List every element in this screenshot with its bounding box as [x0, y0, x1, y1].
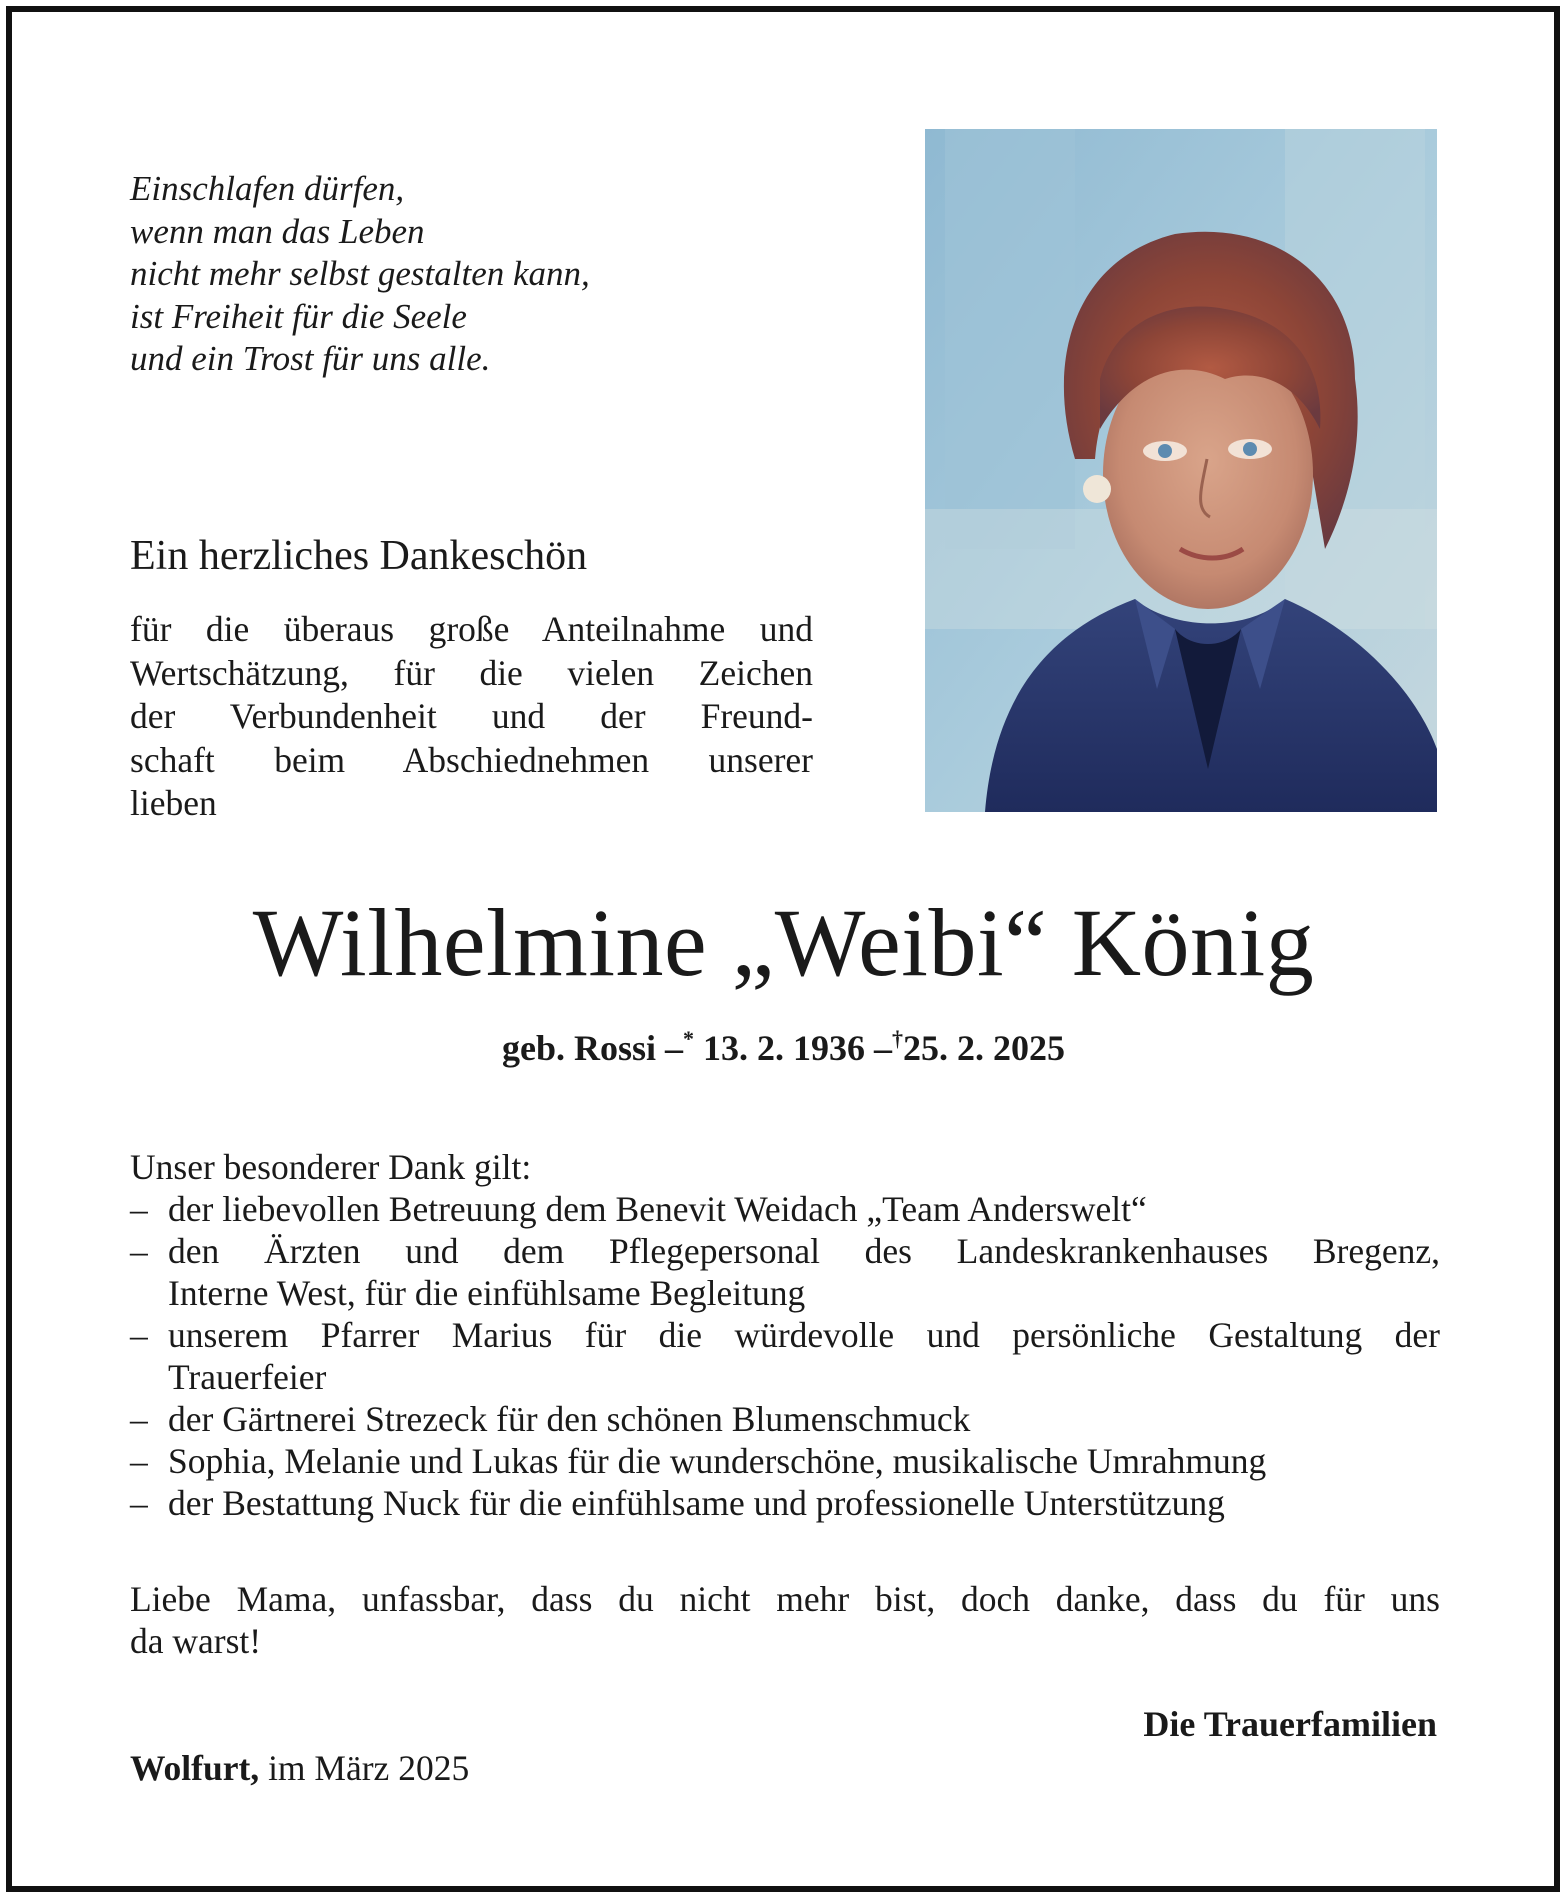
dash: –	[130, 1483, 148, 1523]
list-item-line: der liebevollen Betreuung dem Benevit Weidach „Team Anderswelt“	[168, 1189, 1147, 1229]
signature: Die Trauerfamilien	[1143, 1704, 1437, 1744]
list-item	[130, 1440, 1440, 1482]
poem-line: wenn man das Leben	[130, 211, 425, 251]
thanks-line: für die überaus große Anteilnahme und	[130, 609, 813, 649]
born-name: geb. Rossi	[501, 1028, 657, 1068]
closing-line: da warst!	[130, 1621, 262, 1661]
list-item-line: unserem Pfarrer Marius für die würdevolle und persönliche Gestaltung der	[168, 1315, 1440, 1355]
thanks-line: schaft beim Abschiednehmen unserer	[130, 739, 813, 780]
list-item	[130, 1398, 1440, 1440]
dash: –	[130, 1315, 148, 1355]
place-date: im März 2025	[268, 1748, 470, 1788]
list-item-line: den Ärzten und dem Pflegepersonal des Landeskrankenhauses Bregenz,	[168, 1231, 1440, 1271]
place-town: Wolfurt,	[130, 1748, 260, 1788]
portrait-photo	[925, 129, 1437, 812]
list-item-line: der Gärtnerei Strezeck für den schönen Blumenschmuck	[168, 1399, 971, 1439]
separator: –	[874, 1028, 893, 1068]
deceased-name: Wilhelmine „Weibi“ König	[252, 889, 1315, 996]
closing-line: Liebe Mama, unfassbar, dass du nicht mehr bist, doch danke, dass du für uns	[130, 1579, 1440, 1619]
death-symbol: †	[892, 1026, 904, 1051]
poem-line: Einschlafen dürfen,	[130, 169, 405, 208]
special-thanks-list	[130, 1188, 1440, 1524]
thanks-line: Wertschätzung, für die vielen Zeichen	[130, 652, 813, 693]
dash: –	[130, 1399, 148, 1439]
poem	[130, 168, 730, 381]
thanks-line: der Verbundenheit und der Freund-	[130, 696, 813, 736]
special-thanks-heading: Unser besonderer Dank gilt:	[130, 1147, 532, 1187]
list-item	[130, 1230, 1440, 1314]
poem-line: und ein Trost für uns alle.	[130, 339, 491, 378]
dash: –	[130, 1189, 148, 1229]
closing-message	[130, 1578, 1440, 1662]
thanks-line: lieben	[130, 783, 217, 823]
thanks-title: Ein herzliches Dankeschön	[130, 533, 588, 579]
separator: –	[665, 1028, 684, 1068]
list-item	[130, 1482, 1440, 1524]
life-dates	[0, 1017, 1567, 1070]
portrait-illustration	[925, 129, 1437, 812]
list-item	[130, 1314, 1440, 1398]
birth-date: 13. 2. 1936	[703, 1028, 866, 1068]
birth-symbol: *	[683, 1026, 695, 1051]
dash: –	[130, 1441, 148, 1481]
list-item-line: Interne West, für die einfühlsame Begleitung	[168, 1273, 806, 1313]
list-item	[130, 1188, 1440, 1230]
special-thanks	[130, 1146, 1440, 1524]
list-item-line: der Bestattung Nuck für die einfühlsame und professionelle Unterstützung	[168, 1483, 1225, 1523]
dash: –	[130, 1231, 148, 1271]
list-item-line: Trauerfeier	[168, 1357, 327, 1397]
place-and-date	[130, 1747, 469, 1789]
poem-line: nicht mehr selbst gestalten kann,	[130, 254, 590, 293]
list-item-line: Sophia, Melanie und Lukas für die wunderschöne, musikalische Umrahmung	[168, 1441, 1267, 1481]
death-date: 25. 2. 2025	[903, 1028, 1066, 1068]
thanks-paragraph	[130, 608, 813, 826]
poem-line: ist Freiheit für die Seele	[130, 296, 467, 336]
